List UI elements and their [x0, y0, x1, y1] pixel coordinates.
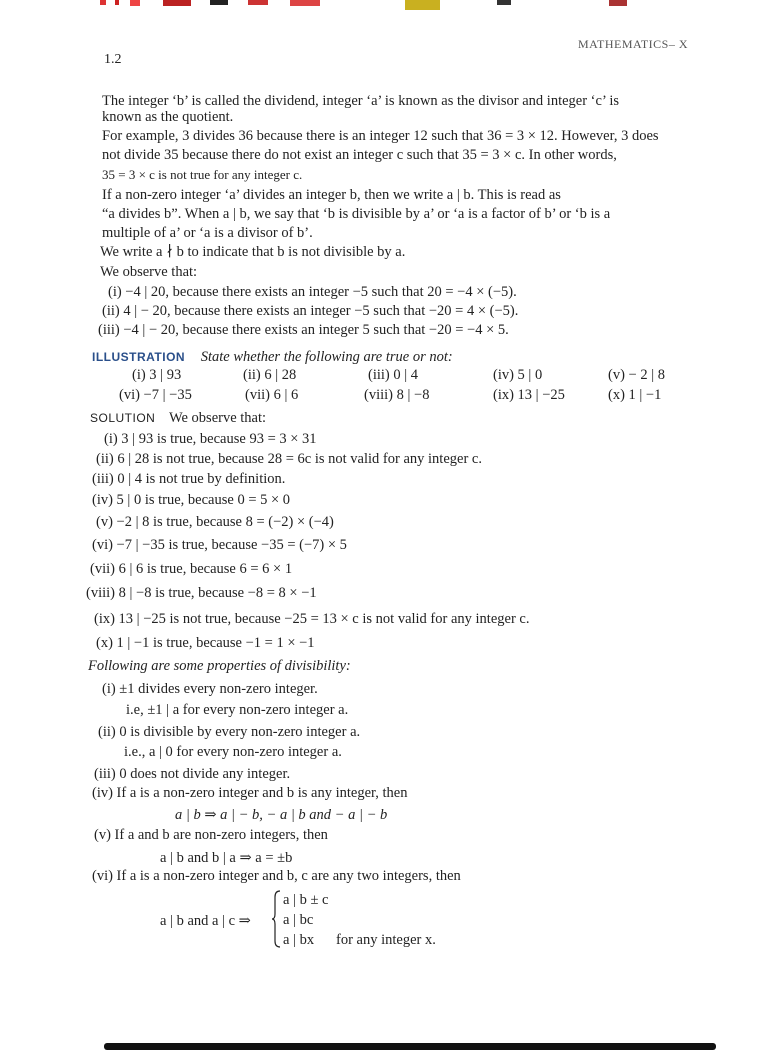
illustration-item: (ii) 6 | 28 [243, 367, 297, 383]
intro-line-2: known as the quotient. [102, 109, 234, 125]
illustration-item: (iv) 5 | 0 [493, 367, 543, 383]
intro-line-9: We write a ∤ b to indicate that b is not divisible by a. [100, 244, 406, 260]
illustration-item: (ix) 13 | −25 [493, 387, 565, 403]
page-number: 1.2 [104, 52, 122, 67]
solution-label: SOLUTION [90, 411, 156, 425]
property-6: (vi) If a is a non-zero integer and b, c are any two integers, then [92, 868, 461, 884]
property-4-detail: a | b ⇒ a | − b, − a | b and − a | − b [175, 807, 388, 823]
illustration-item: (vi) −7 | −35 [119, 387, 192, 403]
observation-2: (ii) 4 | − 20, because there exists an integer −5 such that −20 = 4 × (−5). [102, 303, 519, 319]
property-3: (iii) 0 does not divide any integer. [94, 766, 291, 782]
illustration-line [92, 348, 453, 366]
illustration-item: (i) 3 | 93 [132, 367, 182, 383]
intro-line-5: 35 = 3 × c is not true for any integer c. [102, 167, 303, 182]
intro-line-1: The integer ‘b’ is called the dividend, integer ‘a’ is known as the divisor and integer ‘c’ is [102, 93, 619, 109]
intro-line-10: We observe that: [100, 264, 198, 280]
solution-item: (iii) 0 | 4 is not true by definition. [92, 471, 286, 487]
solution-line [90, 409, 266, 427]
property-4: (iv) If a is a non-zero integer and b is any integer, then [92, 785, 408, 801]
illustration-prompt: State whether the following are true or not: [200, 349, 453, 365]
running-header: MATHEMATICS– X [578, 37, 689, 51]
intro-line-4: not divide 35 because there do not exist an integer c such that 35 = 3 × c. In other words, [102, 147, 617, 163]
illustration-label: ILLUSTRATION [92, 350, 186, 364]
property-5: (v) If a and b are non-zero integers, then [94, 827, 328, 843]
left-brace [272, 890, 281, 948]
property-6-tail: for any integer x. [336, 932, 436, 948]
illustration-item: (vii) 6 | 6 [245, 387, 299, 403]
intro-line-3: For example, 3 divides 36 because there is an integer 12 such that 36 = 3 × 12. However, 3 does [102, 128, 659, 144]
intro-line-8: multiple of a’ or ‘a is a divisor of b’. [102, 225, 313, 241]
solution-item: (v) −2 | 8 is true, because 8 = (−2) × (−4) [96, 514, 334, 530]
property-2: (ii) 0 is divisible by every non-zero integer a. [98, 724, 361, 740]
property-1: (i) ±1 divides every non-zero integer. [102, 681, 318, 697]
properties-heading: Following are some properties of divisibility: [88, 658, 351, 674]
scan-artifacts [0, 0, 784, 12]
property-6-result-1: a | b ± c [283, 892, 329, 908]
solution-item: (iv) 5 | 0 is true, because 0 = 5 × 0 [92, 492, 291, 508]
solution-item: (x) 1 | −1 is true, because −1 = 1 × −1 [96, 635, 315, 651]
illustration-item: (v) − 2 | 8 [608, 367, 665, 383]
property-6-result-2: a | bc [283, 912, 314, 928]
intro-line-7: “a divides b”. When a | b, we say that ‘b is divisible by a’ or ‘a is a factor of b’ or ‘b is a [102, 206, 611, 222]
solution-item: (viii) 8 | −8 is true, because −8 = 8 × −1 [86, 585, 317, 601]
property-6-condition: a | b and a | c ⇒ [160, 913, 251, 929]
property-2-detail: i.e., a | 0 for every non-zero integer a. [124, 744, 342, 760]
illustration-item: (viii) 8 | −8 [364, 387, 430, 403]
property-5-detail: a | b and b | a ⇒ a = ±b [160, 850, 293, 866]
observation-1: (i) −4 | 20, because there exists an integer −5 such that 20 = −4 × (−5). [108, 284, 517, 300]
solution-item: (ii) 6 | 28 is not true, because 28 = 6c is not valid for any integer c. [96, 451, 482, 467]
observation-3: (iii) −4 | − 20, because there exists an integer 5 such that −20 = −4 × 5. [98, 322, 509, 338]
solution-item: (vii) 6 | 6 is true, because 6 = 6 × 1 [90, 561, 293, 577]
illustration-item: (x) 1 | −1 [608, 387, 662, 403]
intro-line-6: If a non-zero integer ‘a’ divides an integer b, then we write a | b. This is read as [102, 187, 561, 203]
property-1-detail: i.e, ±1 | a for every non-zero integer a. [126, 702, 349, 718]
solution-intro: We observe that: [168, 410, 267, 426]
property-6-result-3: a | bx [283, 932, 315, 948]
solution-item: (i) 3 | 93 is true, because 93 = 3 × 31 [104, 431, 317, 447]
scan-edge-bar [104, 1043, 716, 1050]
solution-item: (ix) 13 | −25 is not true, because −25 = 13 × c is not valid for any integer c. [94, 611, 530, 627]
illustration-item: (iii) 0 | 4 [368, 367, 419, 383]
solution-item: (vi) −7 | −35 is true, because −35 = (−7) × 5 [92, 537, 347, 553]
